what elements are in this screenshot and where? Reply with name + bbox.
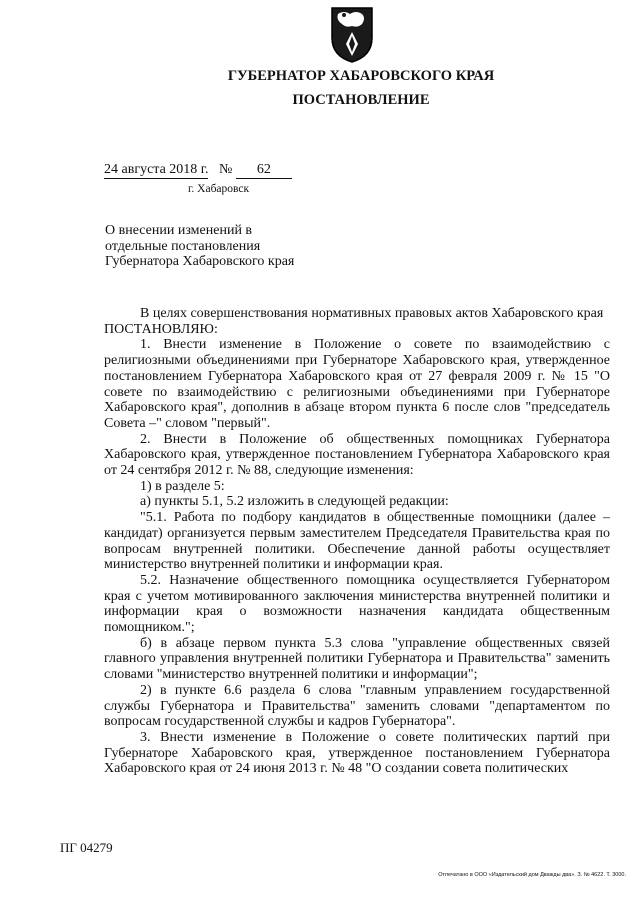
paragraph: 2. Внести в Положение об общественных помощниках Губернатора Хабаровского края, утвержденное постановлением Губернатора Хабаровского края от 24 сентября 2012 г. № 88, следующие изменения: [104,431,610,479]
form-code: ПГ 04279 [60,840,113,855]
document-subject: О внесении изменений в отдельные постановления Губернатора Хабаровского края [105,223,295,269]
paragraph: 1. Внести изменение в Положение о совете по взаимодействию с религиозными объединениями при Губернаторе Хабаровского края, утвержденное постановлением Губернатора Хабаровского края от 27 февраля 2009 г. № 15 "О совете по взаимодействию с религиозными объединениями при Губернаторе Хабаровского края", дополнив в абзаце втором пункта 6 после слов "председатель Совета –" словом "первый". [104,337,610,431]
paragraph: "5.1. Работа по подбору кандидатов в общественные помощники (далее – кандидат) организуется первым заместителем Председателя Правительства края по вопросам внутренней политики. Обеспечение данной работы осуществляет министерство внутренней политики и информации края. [104,510,610,573]
paragraph: 2) в пункте 6.6 раздела 6 слова "главным управлением государственной службы Губернатора и Правительства" заменить словами "департаментом по вопросам государственной службы и кадров Губернатора". [104,682,610,730]
print-note: Отпечатано в ООО «Издательский дом Дважды два». З. № 4622. Т. 3000. [438,872,626,878]
paragraph: 1) в разделе 5: [140,478,225,494]
number-label: № [218,162,233,177]
paragraph: 3. Внести изменение в Положение о совете политических партий при Губернаторе Хабаровского края, утвержденное постановлением Губернатора Хабаровского края от 24 июня 2013 г. № 48 "О создании совета политических [104,729,610,777]
document-type: ПОСТАНОВЛЕНИЕ [292,92,430,108]
date-number-line [104,162,292,179]
coat-of-arms-icon [328,4,376,64]
document-number: 62 [236,162,292,179]
paragraph: б) в абзаце первом пункта 5.3 слова "управление общественных связей главного управления внутренней политики Губернатора и Правительства" заменить словами "министерство внутренней политики и информации"; [104,635,610,683]
document-date: 24 августа 2018 г. [104,162,209,177]
issuer-title: ГУБЕРНАТОР ХАБАРОВСКОГО КРАЯ [227,68,495,84]
decree-word: ПОСТАНОВЛЯЮ: [104,321,218,337]
paragraph: 5.2. Назначение общественного помощника осуществляется Губернатором края с учетом мотивированного заключения министерства внутренней политики и информации края о возможности назначения кандидата общественным помощником."; [104,572,610,636]
document-body [104,306,610,777]
preamble: В целях совершенствования нормативных правовых актов Хабаровского края [140,306,604,321]
document-city: г. Хабаровск [188,183,250,195]
paragraph: а) пункты 5.1, 5.2 изложить в следующей редакции: [140,494,449,510]
